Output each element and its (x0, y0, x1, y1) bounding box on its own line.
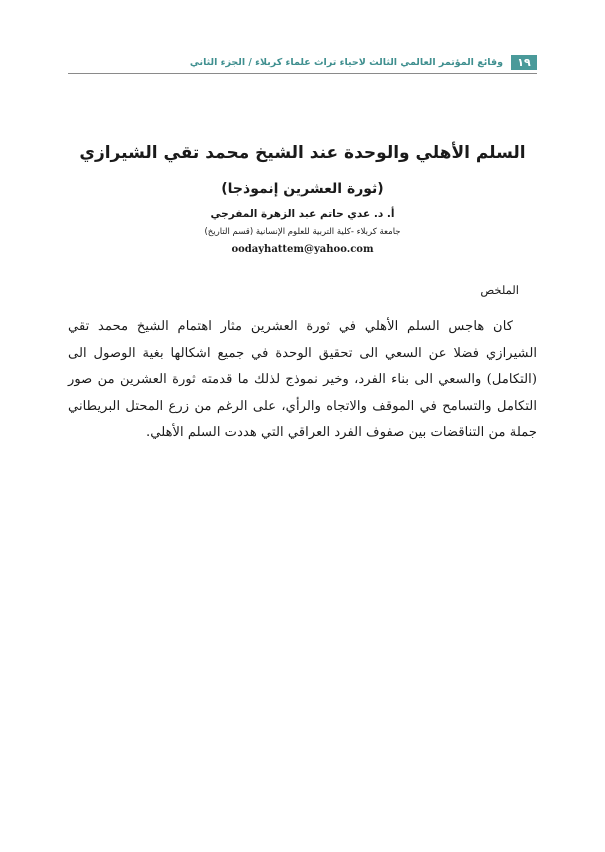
article-subtitle: (ثورة العشرين إنموذجا) (221, 181, 384, 197)
author-affiliation: جامعة كربلاء -كلية التربية للعلوم الإنسانية (قسم التاريخ) (204, 227, 401, 237)
author-email[interactable]: oodayhattem@yahoo.com (231, 244, 374, 255)
abstract-heading: الملخص (480, 283, 519, 297)
author-name: أ. د. عدي حاتم عبد الزهرة المفرجي (210, 208, 395, 220)
abstract-text: كان هاجس السلم الأهلي في ثورة العشرين مثار اهتمام الشيخ محمد تقي الشيرازي فضلا عن السعي الى تحقيق الوحدة في جميع اشكالها بغية الوصول الى (التكامل) والسعي الى بناء الفرد، وخير نموذج لذلك ما قدمته ثورة العشرين من صور التكامل والتسامح في الموقف والاتجاه والرأي، على الرغم من زرع المحتل البريطاني جملة من التناقضات بين صفوف الفرد العراقي التي هددت السلم الأهلي. (68, 319, 537, 440)
title-block (68, 140, 537, 257)
page-number: ١٩ (511, 55, 537, 70)
running-title: وقائع المؤتمر العالمي الثالث لاحياء تراث علماء كربلاء / الجزء الثاني (189, 57, 503, 68)
article-title: السلم الأهلي والوحدة عند الشيخ محمد تقي الشيرازي (79, 143, 526, 163)
running-header (190, 55, 537, 70)
header-divider (68, 73, 537, 74)
